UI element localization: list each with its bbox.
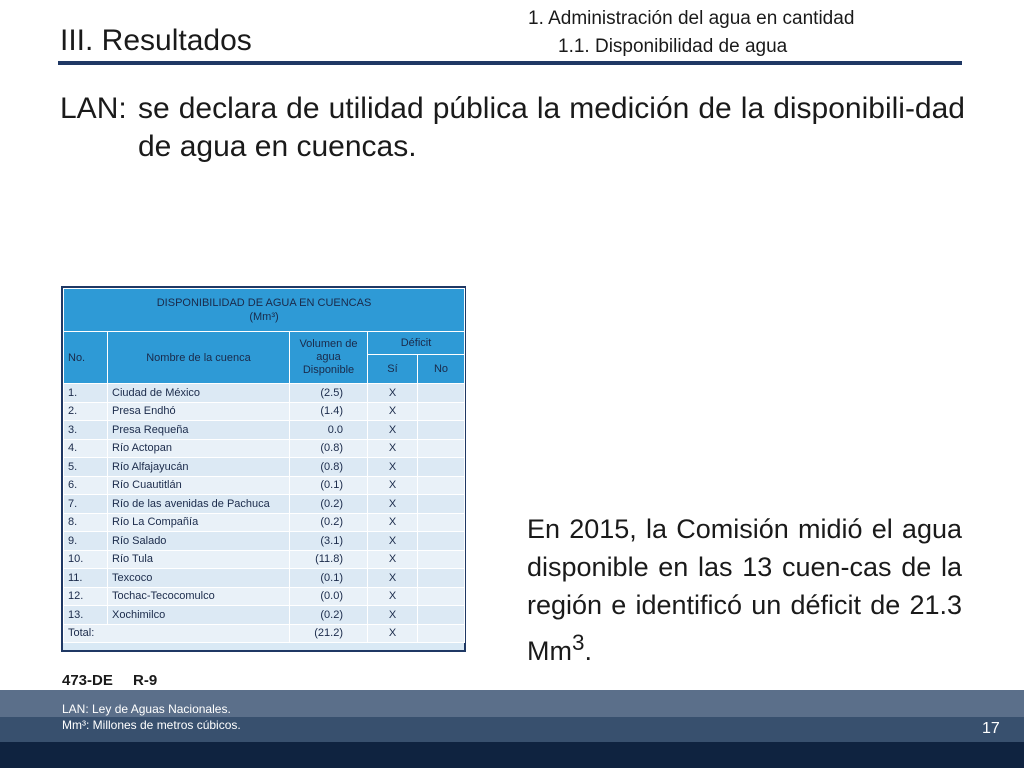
table-unit: (Mm³)	[249, 311, 279, 323]
table-row	[64, 569, 465, 588]
basin-name: Xochimilco	[108, 606, 290, 625]
header-si: Sí	[368, 355, 418, 384]
basin-name: Río La Compañía	[108, 513, 290, 532]
total-deficit-no	[418, 624, 465, 643]
row-number: 9.	[64, 532, 108, 551]
available-volume: (0.8)	[290, 439, 368, 458]
deficit-yes: X	[368, 495, 418, 514]
available-volume: (2.5)	[290, 384, 368, 403]
deficit-yes: X	[368, 569, 418, 588]
deficit-yes: X	[368, 402, 418, 421]
total-volume: (21.2)	[290, 624, 368, 643]
deficit-no	[418, 384, 465, 403]
breadcrumb-level-1: 1. Administración del agua en cantidad	[528, 8, 855, 29]
basin-name: Río Alfajayucán	[108, 458, 290, 477]
availability-table	[61, 286, 466, 652]
table-row	[64, 606, 465, 625]
row-number: 1.	[64, 384, 108, 403]
deficit-yes: X	[368, 513, 418, 532]
table-row	[64, 439, 465, 458]
available-volume: 0.0	[290, 421, 368, 440]
available-volume: (0.2)	[290, 513, 368, 532]
table-row	[64, 587, 465, 606]
available-volume: (0.8)	[290, 458, 368, 477]
deficit-yes: X	[368, 476, 418, 495]
available-volume: (3.1)	[290, 532, 368, 551]
table-title	[64, 289, 465, 332]
deficit-no	[418, 402, 465, 421]
row-number: 5.	[64, 458, 108, 477]
deficit-no	[418, 587, 465, 606]
table-row	[64, 421, 465, 440]
reference-code-1: 473-DE	[62, 672, 113, 689]
table-row	[64, 513, 465, 532]
deficit-no	[418, 476, 465, 495]
available-volume: (11.8)	[290, 550, 368, 569]
deficit-yes: X	[368, 587, 418, 606]
deficit-yes: X	[368, 384, 418, 403]
deficit-yes: X	[368, 532, 418, 551]
table-total-row	[64, 624, 465, 643]
row-number: 12.	[64, 587, 108, 606]
deficit-no	[418, 569, 465, 588]
header-volume: Volumen de agua Disponible	[290, 332, 368, 384]
row-number: 3.	[64, 421, 108, 440]
header-no-deficit: No	[418, 355, 465, 384]
deficit-yes: X	[368, 550, 418, 569]
deficit-no	[418, 439, 465, 458]
table-row	[64, 532, 465, 551]
available-volume: (0.0)	[290, 587, 368, 606]
row-number: 4.	[64, 439, 108, 458]
table-row	[64, 476, 465, 495]
deficit-yes: X	[368, 606, 418, 625]
deficit-no	[418, 513, 465, 532]
deficit-yes: X	[368, 421, 418, 440]
basin-name: Tochac-Tecocomulco	[108, 587, 290, 606]
intro-text: se declara de utilidad pública la medición de la disponibili-dad de agua en cuencas.	[138, 92, 965, 163]
intro-prefix: LAN:	[60, 92, 127, 125]
row-number: 10.	[64, 550, 108, 569]
row-number: 8.	[64, 513, 108, 532]
summary-paragraph	[527, 510, 962, 670]
footnote-lan: LAN: Ley de Aguas Nacionales.	[62, 702, 231, 716]
row-number: 13.	[64, 606, 108, 625]
header-no: No.	[64, 332, 108, 384]
footer-band-dark	[0, 742, 1024, 768]
basin-name: Río Tula	[108, 550, 290, 569]
available-volume: (0.2)	[290, 495, 368, 514]
summary-text: En 2015, la Comisión midió el agua disponible en las 13 cuen-cas de la región e identificó un déficit de 21.3 Mm	[527, 514, 962, 666]
table-title-text: DISPONIBILIDAD DE AGUA EN CUENCAS	[156, 297, 372, 309]
table-row	[64, 495, 465, 514]
available-volume: (0.1)	[290, 569, 368, 588]
deficit-no	[418, 495, 465, 514]
table-row	[64, 550, 465, 569]
available-volume: (1.4)	[290, 402, 368, 421]
row-number: 11.	[64, 569, 108, 588]
available-volume: (0.1)	[290, 476, 368, 495]
deficit-no	[418, 421, 465, 440]
deficit-no	[418, 606, 465, 625]
basin-name: Río Cuautitlán	[108, 476, 290, 495]
basin-name: Presa Requeña	[108, 421, 290, 440]
table-body	[64, 384, 465, 643]
row-number: 7.	[64, 495, 108, 514]
summary-end: .	[584, 636, 593, 666]
deficit-yes: X	[368, 439, 418, 458]
deficit-no	[418, 458, 465, 477]
row-number: 6.	[64, 476, 108, 495]
basin-name: Presa Endhó	[108, 402, 290, 421]
basin-name: Río de las avenidas de Pachuca	[108, 495, 290, 514]
basin-name: Ciudad de México	[108, 384, 290, 403]
deficit-no	[418, 532, 465, 551]
section-title: III. Resultados	[60, 24, 252, 57]
header-divider	[58, 61, 962, 65]
row-number: 2.	[64, 402, 108, 421]
table-row	[64, 458, 465, 477]
summary-superscript: 3	[571, 630, 585, 655]
breadcrumb-level-2: 1.1. Disponibilidad de agua	[558, 36, 788, 57]
reference-codes	[62, 672, 173, 689]
page-number: 17	[982, 720, 1000, 737]
reference-code-2: R-9	[133, 672, 158, 689]
total-label: Total:	[64, 624, 290, 643]
footnote-mm3: Mm³: Millones de metros cúbicos.	[62, 718, 241, 732]
total-deficit-yes: X	[368, 624, 418, 643]
basin-name: Río Salado	[108, 532, 290, 551]
table-row	[64, 402, 465, 421]
basin-name: Río Actopan	[108, 439, 290, 458]
header-name: Nombre de la cuenca	[108, 332, 290, 384]
available-volume: (0.2)	[290, 606, 368, 625]
availability-table-grid	[63, 288, 465, 643]
deficit-no	[418, 550, 465, 569]
table-row	[64, 384, 465, 403]
deficit-yes: X	[368, 458, 418, 477]
header-deficit: Déficit	[368, 332, 465, 355]
basin-name: Texcoco	[108, 569, 290, 588]
